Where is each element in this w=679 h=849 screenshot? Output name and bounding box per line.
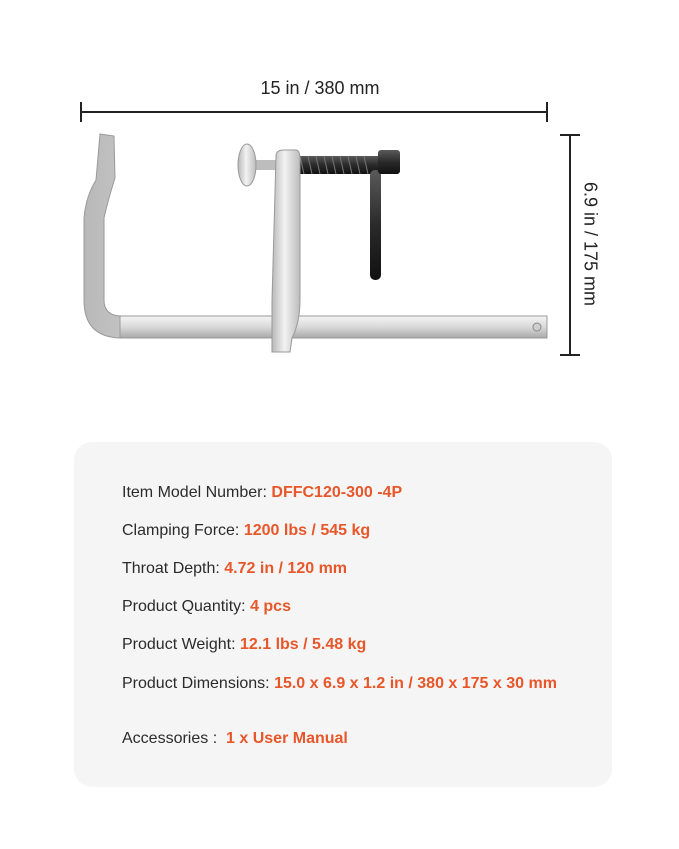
spec-row-model-number xyxy=(122,484,402,502)
spec-card xyxy=(74,442,612,787)
spec-label: Item Model Number: xyxy=(122,484,272,501)
accessories-value: 1 x User Manual xyxy=(226,730,348,747)
spec-label: Product Weight: xyxy=(122,636,240,653)
spec-label: Clamping Force: xyxy=(122,522,244,539)
spec-row-product-quantity xyxy=(122,598,291,616)
spec-label: Throat Depth: xyxy=(122,560,225,577)
spec-value: 12.1 lbs / 5.48 kg xyxy=(239,636,367,653)
spec-value: 15.0 x 6.9 x 1.2 in / 380 x 175 x 30 mm xyxy=(274,675,557,692)
spec-value: 4 pcs xyxy=(250,598,291,615)
spec-row-clamping-force xyxy=(122,522,370,540)
spec-label: Product Dimensions: xyxy=(122,675,275,692)
accessories-label: Accessories : xyxy=(122,730,227,747)
spec-value: 4.72 in / 120 mm xyxy=(224,560,348,577)
spec-row-product-weight xyxy=(122,636,366,654)
spec-label: Product Quantity: xyxy=(122,598,251,615)
spec-value: DFFC120-300 -4P xyxy=(271,484,403,501)
spec-row-throat-depth xyxy=(122,560,347,578)
spec-row-product-dimensions xyxy=(122,675,557,693)
width-dimension-label: 15 in / 380 mm xyxy=(260,78,380,98)
height-dimension-label: 6.9 in / 175 mm xyxy=(580,181,601,307)
spec-value: 1200 lbs / 545 kg xyxy=(243,522,371,539)
spec-row-accessories xyxy=(122,730,348,748)
